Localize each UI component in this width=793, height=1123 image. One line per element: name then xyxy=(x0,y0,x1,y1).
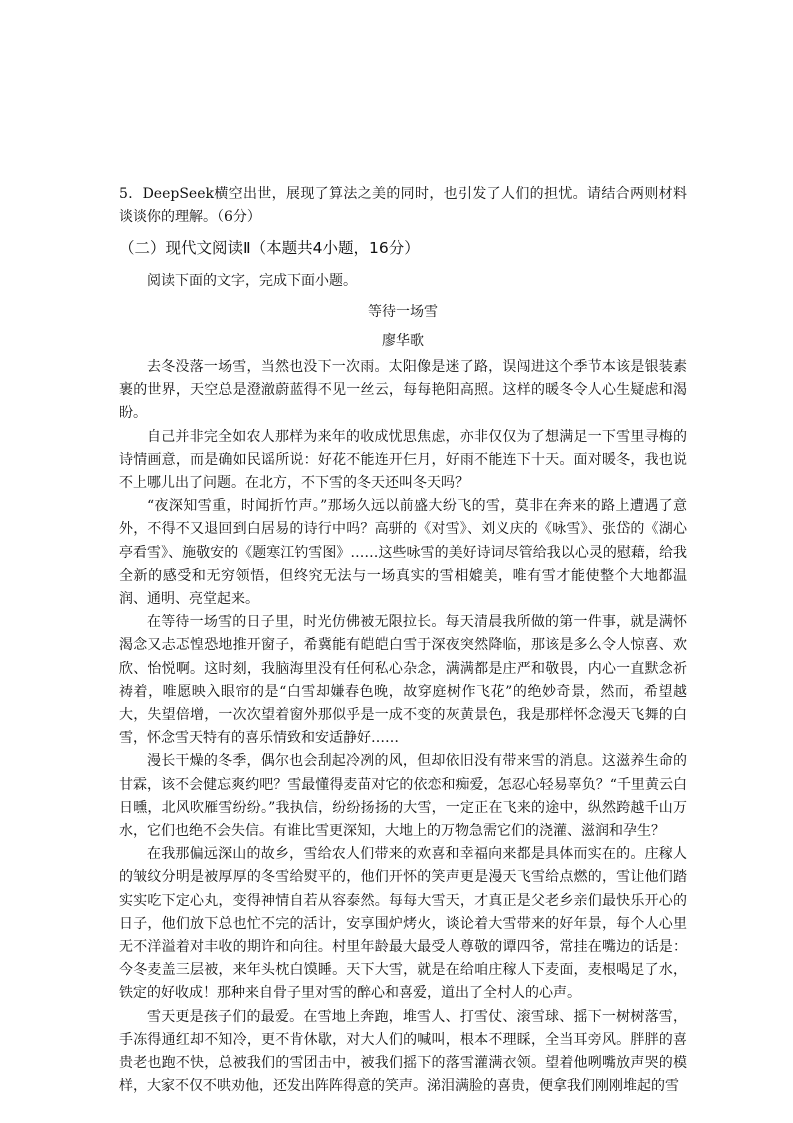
reading-instruction: 阅读下面的文字，完成下面小题。 xyxy=(147,273,357,289)
article-paragraph: 漫长干燥的冬季，偶尔也会刮起冷冽的风，但却依旧没有带来雪的消息。这滋养生命的甘霖，该不会健忘爽约吧？雪最懂得麦苗对它的依恋和痴爱，怎忍心轻易辜负？“千里黄云白日曛，北风吹雁雪纷纷。”我执信，纷纷扬扬的大雪，一定正在飞来的途中，纵然跨越千山万水，它们也绝不会失信。有谁比雪更深知，大地上的万物急需它们的浇灌、滋润和孕生？ xyxy=(119,753,687,840)
section-heading: （二）现代文阅读Ⅱ（本题共4小题，16分） xyxy=(119,239,420,257)
article-paragraph: 去冬没落一场雪，当然也没下一次雨。太阳像是迷了路，误闯进这个季节本该是银装素裹的世界，天空总是澄澈蔚蓝得不见一丝云，每每艳阳高照。这样的暖冬令人心生疑虑和渴盼。 xyxy=(119,359,687,422)
article-paragraph: 雪天更是孩子们的最爱。在雪地上奔跑，堆雪人、打雪仗、滚雪球、摇下一树树落雪，手冻得通红却不知冷，更不肯休歇，对大人们的喊叫，根本不理睬，全当耳旁风。胖胖的喜贵老也跑不快，总被我们的雪团击中，被我们摇下的落雪灌满衣领。望着他咧嘴放声哭的模样，大家不仅不哄劝他，还发出阵阵得意的笑声。涕泪满脸的喜贵，便拿我们刚刚堆起的雪 xyxy=(119,1008,687,1095)
article-paragraph: “夜深知雪重，时闻折竹声。”那场久远以前盛大纷飞的雪，莫非在奔来的路上遭遇了意外，不得不又退回到白居易的诗行中吗？高骈的《对雪》、刘义庆的《咏雪》、张岱的《湖心亭看雪》、施敬安的《题寒江钓雪图》……这些咏雪的美好诗词尽管给我以心灵的慰藉，给我全新的感受和无穷领悟，但终究无法与一场真实的雪相媲美，唯有雪才能使整个大地都温润、通明、亮堂起来。 xyxy=(119,498,687,608)
article-author: 廖华歌 xyxy=(382,333,424,349)
article-title: 等待一场雪 xyxy=(368,304,438,320)
article-paragraph: 自己并非完全如农人那样为来年的收成忧思焦虑，亦非仅仅为了想满足一下雪里寻梅的诗情画意，而是确如民谣所说：好花不能连开仨月，好雨不能连下十天。面对暖冬，我也说不上哪儿出了问题。在北方，不下雪的冬天还叫冬天吗？ xyxy=(119,428,687,492)
question-5: 5．DeepSeek横空出世，展现了算法之美的同时，也引发了人们的担忧。请结合两则材料谈谈你的理解。（6分） xyxy=(119,186,687,225)
article-paragraph: 在我那偏远深山的故乡，雪给农人们带来的欢喜和幸福向来都是具体而实在的。庄稼人的皱纹分明是被厚厚的冬雪给熨平的，他们开怀的笑声更是漫天飞雪给点燃的，雪让他们踏实实吃下定心丸，变得神情自若从容泰然。每每大雪天，才真正是父老乡亲们最快乐开心的日子，他们放下总也忙不完的活计，安享围炉烤火，谈论着大雪带来的好年景，每个人心里无不洋溢着对丰收的期许和向往。村里年龄最大最受人尊敬的谭四爷，常挂在嘴边的话是：今冬麦盖三层被，来年头枕白馍睡。天下大雪，就是在给咱庄稼人下麦面，麦根喝足了水，铁定的好收成！那种来自骨子里对雪的醉心和喜爱，道出了全村人的心声。 xyxy=(119,846,687,1002)
article-body xyxy=(119,356,687,1099)
article-paragraph: 在等待一场雪的日子里，时光仿佛被无限拉长。每天清晨我所做的第一件事，就是满怀渴念又忐忑惶恐地推开窗子，希冀能有皑皑白雪于深夜突然降临，那该是多么令人惊喜、欢欣、怡悦啊。这时刻，我脑海里没有任何私心杂念，满满都是庄严和敬畏，内心一直默念祈祷着，唯愿映入眼帘的是“白雪却嫌春色晚，故穿庭树作飞花”的绝妙奇景，然而，希望越大，失望倍增，一次次望着窗外那似乎是一成不变的灰黄景色，我是那样怀念漫天飞舞的白雪，怀念雪天特有的喜乐情致和安适静好…… xyxy=(119,614,687,747)
